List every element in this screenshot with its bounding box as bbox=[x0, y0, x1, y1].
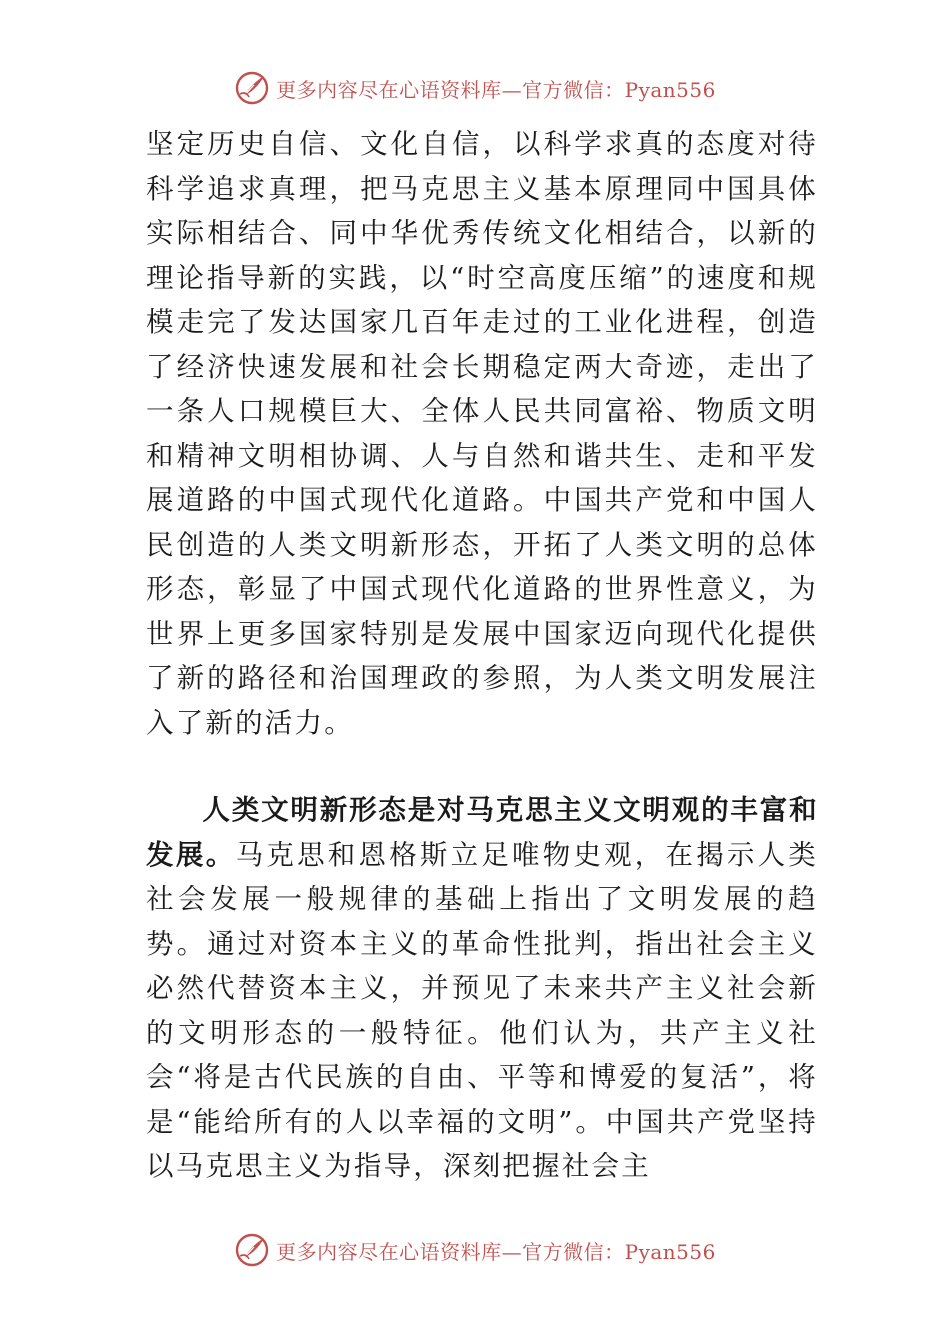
paragraph-2-lead-sentence: 人类文明新形态是对马克思主义文明观的丰富和发展。 bbox=[146, 794, 818, 871]
paragraph-1: 坚定历史自信、文化自信，以科学求真的态度对待科学追求真理，把马克思主义基本原理同中国具体实际相结合、同中华优秀传统文化相结合，以新的理论指导新的实践，以“时空高度压缩”的速度和规模走完了发达国家几百年走过的工业化进程，创造了经济快速发展和社会长期稳定两大奇迹，走出了一条人口规模巨大、全体人民共同富裕、物质文明和精神文明相协调、人与自然和谐共生、走和平发展道路的中国式现代化道路。中国共产党和中国人民创造的人类文明新形态，开拓了人类文明的总体形态，彰显了中国式现代化道路的世界性意义，为世界上更多国家特别是发展中国家迈向现代化提供了新的路径和治国理政的参照，为人类文明发展注入了新的活力。 bbox=[146, 128, 818, 739]
header-watermark bbox=[0, 70, 950, 106]
paragraph-2 bbox=[146, 788, 818, 1189]
feather-pen-circle-icon bbox=[234, 1232, 270, 1268]
footer-watermark bbox=[0, 1232, 950, 1268]
watermark-text: 更多内容尽在心语资料库—官方微信：Pyan556 bbox=[276, 77, 716, 102]
document-body bbox=[146, 122, 818, 1189]
paragraph-2-body: 马克思和恩格斯立足唯物史观，在揭示人类社会发展一般规律的基础上指出了文明发展的趋势。通过对资本主义的革命性批判，指出社会主义必然代替资本主义，并预见了未来共产主义社会新的文明形态的一般特征。他们认为，共产主义社会“将是古代民族的自由、平等和博爱的复活”，将是“能给所有的人以幸福的文明”。中国共产党坚持以马克思主义为指导，深刻把握社会主 bbox=[146, 838, 818, 1182]
feather-pen-circle-icon bbox=[234, 70, 270, 106]
watermark-text: 更多内容尽在心语资料库—官方微信：Pyan556 bbox=[276, 1239, 716, 1264]
